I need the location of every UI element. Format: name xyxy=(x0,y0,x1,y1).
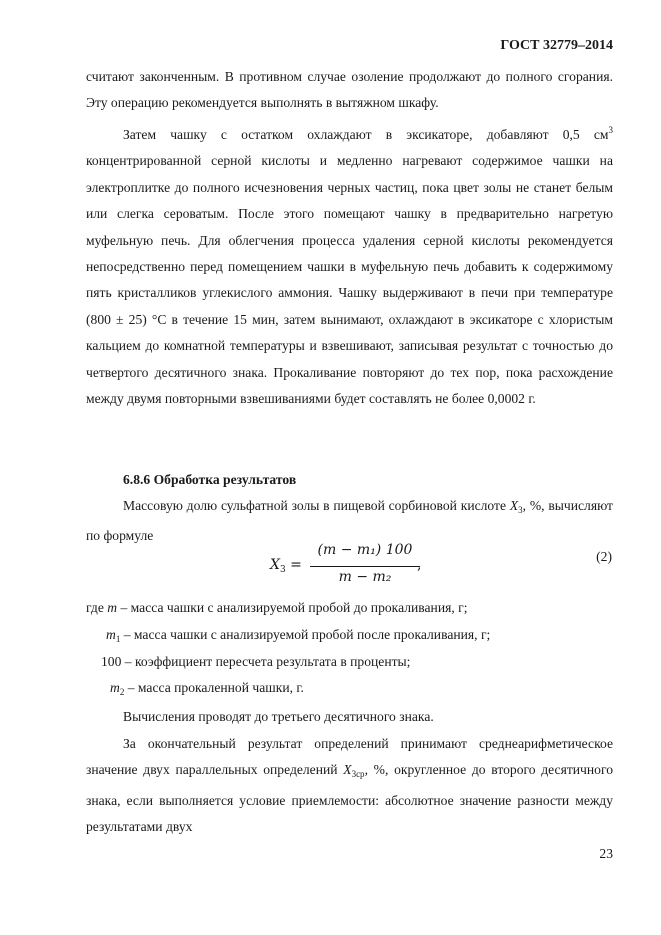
where-text: – масса чашки с анализируемой пробой до прокаливания, г; xyxy=(117,600,468,615)
section-title-text: 6.8.6 Обработка результатов xyxy=(123,472,297,487)
where-symbol: m xyxy=(107,600,118,615)
paragraph-text-start: За окончательный результат определений принимают среднеарифметическое значение двух параллельных определений xyxy=(86,736,613,778)
formula-lhs xyxy=(270,557,302,575)
variable-symbol: X xyxy=(343,762,352,778)
variable-symbol: X xyxy=(509,498,519,513)
paragraph-text: считают законченным. В противном случае озоление продолжают до полного сгорания. Эту операцию рекомендуется выполнять в вытяжном шкафу. xyxy=(86,69,613,111)
paragraph-precision xyxy=(86,704,613,730)
where-line xyxy=(110,678,304,702)
where-subscript: 1 xyxy=(115,634,121,644)
formula-lhs-symbol: X xyxy=(270,557,280,573)
where-symbol: m xyxy=(106,627,116,642)
formula xyxy=(270,542,430,590)
formula-lhs-subscript: 3 xyxy=(279,565,286,575)
paragraph-text: Вычисления проводят до третьего десятичного знака. xyxy=(123,709,434,724)
document-header: ГОСТ 32779–2014 xyxy=(500,38,613,53)
where-line xyxy=(106,625,490,649)
paragraph-continuation xyxy=(86,64,613,117)
equation-number: (2) xyxy=(596,549,612,564)
where-text: – масса чашки с анализируемой пробой после прокаливания, г; xyxy=(120,627,491,642)
where-symbol: m xyxy=(110,680,120,695)
formula-denominator: m − m₂ xyxy=(338,569,392,585)
paragraph-procedure xyxy=(86,117,613,412)
formula-equals: = xyxy=(285,557,302,573)
where-text: – коэффициент пересчета результата в проценты; xyxy=(121,654,411,669)
variable-subscript: 3 xyxy=(518,505,523,515)
paragraph-text-rest: , %, вычисляют по формуле xyxy=(86,498,613,544)
fraction-bar xyxy=(310,566,420,567)
paragraph-text-start: Массовую долю сульфатной золы в пищевой сорбиновой кислоте xyxy=(123,498,510,513)
where-prefix: 100 xyxy=(101,654,122,669)
formula-numerator: (m − m₁) 100 xyxy=(317,542,413,558)
where-prefix: где xyxy=(86,600,108,615)
where-text: – масса прокаленной чашки, г. xyxy=(124,680,304,695)
where-line xyxy=(101,652,410,672)
page-number: 23 xyxy=(599,846,613,861)
superscript: 3 xyxy=(608,125,613,135)
where-subscript: 2 xyxy=(119,687,125,697)
paragraph-final-result xyxy=(86,731,613,841)
where-line xyxy=(86,598,468,618)
formula-comma: , xyxy=(417,557,422,573)
paragraph-text-rest: , %, округленное до второго десятичного знака, если выполняется условие приемлемости: абсолютное значение разности между результатами двух xyxy=(86,762,613,835)
section-title xyxy=(86,467,613,493)
formula-fraction xyxy=(310,542,420,585)
variable-subscript: 3ср xyxy=(351,769,365,780)
paragraph-text-rest: концентрированной серной кислоты и медленно нагревают содержимое чашки на электроплитке до полного исчезновения черных частиц, пока цвет золы не станет белым или слегка сероватым. После этого помещают чашку в предварительно нагретую муфельную печь. Для облегчения процесса удаления серной кислоты рекомендуется непосредственно перед помещением чашки в муфельную печь добавить к содержимому пять кристалликов углекислого аммония. Чашку выдерживают в печи при температуре (800 ± 25) °С в течение 15 мин, затем вынимают, охлаждают в эксикаторе с хлористым кальцием до комнатной температуры и взвешивают, записывая результат с точностью до четвертого десятичного знака. Прокаливание повторяют до тех пор, пока расхождение между двумя повторными взвешиваниями будет составлять не более 0,0002 г. xyxy=(86,153,613,407)
paragraph-text-start: Затем чашку с остатком охлаждают в эксикаторе, добавляют 0,5 см xyxy=(123,127,609,142)
